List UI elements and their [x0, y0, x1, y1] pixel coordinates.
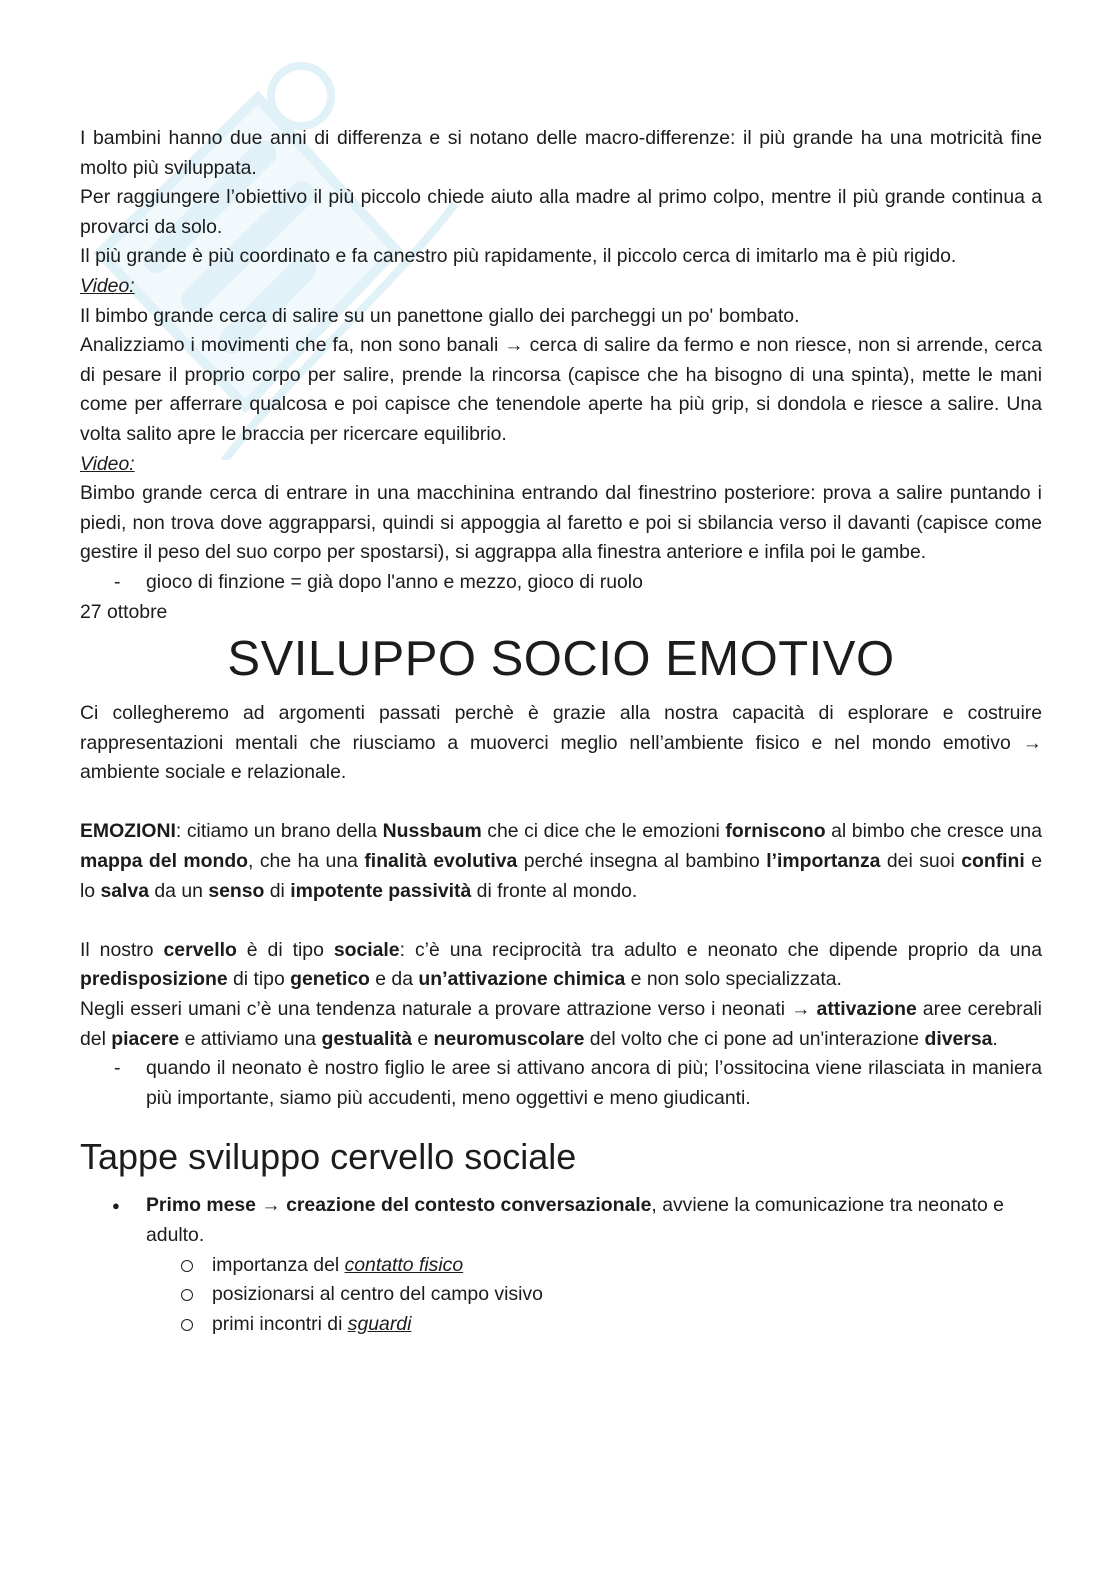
text: Il nostro [80, 938, 164, 961]
bold-term: EMOZIONI [80, 820, 176, 843]
video-label [80, 272, 1042, 302]
text: e da [369, 968, 419, 991]
text: e [411, 1027, 434, 1050]
paragraph: I bambini hanno due anni di differenza e si notano delle macro-differenze: il più grande ha una motricità fine molto più sviluppata. [80, 127, 1042, 179]
emphasis-link: contatto fisico [344, 1253, 464, 1276]
bullet-list [80, 1191, 1042, 1339]
bold-term: Nussbaum [382, 820, 482, 843]
video-label-text: Video: [80, 452, 135, 475]
bold-term: cervello [163, 938, 237, 961]
bold-term: mappa del mondo [80, 850, 249, 873]
list-item: - quando il neonato è nostro figlio le aree si attivano ancora di più; l’ossitocina viene rilasciata in maniera più importante, siamo più accudenti, meno oggettivi e meno giudicanti. [146, 1054, 1042, 1113]
list-item [146, 1191, 1042, 1339]
bold-term: attivazione [816, 998, 917, 1021]
dash-list [80, 568, 1042, 598]
text: , avviene la comunicazione tra neonato e adulto. [146, 1194, 1004, 1246]
sub-list [146, 1251, 1042, 1340]
text: e non solo specializzata. [625, 968, 842, 991]
brain-paragraph [80, 936, 1042, 995]
bold-term: forniscono [725, 820, 826, 843]
text: Negli esseri umani c’è una tendenza naturale a provare attrazione verso i neonati → [80, 998, 817, 1021]
video-label [80, 450, 1042, 480]
text: di fronte al mondo. [471, 879, 638, 902]
bold-term: genetico [290, 968, 370, 991]
bold-term: gestualità [321, 1027, 412, 1050]
video-label-text: Video: [80, 274, 135, 297]
paragraph: Il più grande è più coordinato e fa canestro più rapidamente, il piccolo cerca di imitarlo ma è più rigido. [80, 245, 957, 268]
bold-term: Primo mese → creazione del contesto conversazionale [146, 1194, 652, 1217]
sub-list-item [212, 1251, 1042, 1281]
list-item: - gioco di finzione = già dopo l'anno e mezzo, gioco di ruolo [146, 568, 1042, 598]
subsection-title: Tappe sviluppo cervello sociale [80, 1136, 577, 1178]
text: dei suoi [880, 850, 962, 873]
bold-term: piacere [111, 1027, 180, 1050]
lecture-date: 27 ottobre [80, 600, 168, 623]
humans-paragraph [80, 995, 1042, 1054]
sub-list-item: posizionarsi al centro del campo visivo [212, 1280, 1042, 1310]
bold-term: un’attivazione chimica [418, 968, 626, 991]
text: . [992, 1027, 998, 1050]
document-page [80, 124, 1042, 1339]
text: : c’è una reciprocità tra adulto e neonato che dipende proprio da una [399, 938, 1042, 961]
text: è di tipo [236, 938, 334, 961]
text: di tipo [227, 968, 291, 991]
bold-term: l’importanza [766, 850, 881, 873]
paragraph: Analizziamo i movimenti che fa, non sono banali → cerca di salire da fermo e non riesce, non si arrende, cerca di pesare il proprio corpo per salire, prende la rincorsa (capisce che ha bisogno di una spinta), mette le mani come per afferrare qualcosa e poi capisce che tenendole aperte ha più grip, si dondola e riesce a salire. Una volta salito apre le braccia per ricercare equilibrio. [80, 334, 1042, 445]
text: al bimbo che cresce una [825, 820, 1042, 843]
dash-list [80, 1054, 1042, 1113]
bold-term: sociale [333, 938, 400, 961]
paragraph: Il bimbo grande cerca di salire su un panettone giallo dei parcheggi un po' bombato. [80, 304, 800, 327]
text: e attiviamo una [179, 1027, 322, 1050]
text: primi incontri di [212, 1312, 348, 1335]
text: del volto che ci pone ad un'interazione [584, 1027, 925, 1050]
text: importanza del [212, 1253, 345, 1276]
sub-list-item [212, 1310, 1042, 1340]
paragraph: Ci collegheremo ad argomenti passati perchè è grazie alla nostra capacità di esplorare e costruire rappresentazioni mentali che riusciamo a muoverci meglio nell’ambiente fisico e nel mondo emotivo → ambiente sociale e relazionale. [80, 702, 1042, 784]
bold-term: impotente passività [290, 879, 472, 902]
section-title: SVILUPPO SOCIO EMOTIVO [227, 632, 895, 687]
text: : citiamo un brano della [175, 820, 383, 843]
bold-term: senso [208, 879, 265, 902]
bold-term: diversa [924, 1027, 993, 1050]
text: , che ha una [248, 850, 365, 873]
bold-term: predisposizione [80, 968, 228, 991]
text: aree cerebrali del [80, 998, 1042, 1050]
paragraph: Per raggiungere l’obiettivo il più piccolo chiede aiuto alla madre al primo colpo, mentre il più grande continua a provarci da solo. [80, 186, 1042, 238]
bold-term: confini [961, 850, 1025, 873]
bold-term: neuromuscolare [433, 1027, 585, 1050]
text: perché insegna al bambino [517, 850, 767, 873]
text: di [264, 879, 291, 902]
text: da un [149, 879, 209, 902]
emotions-paragraph [80, 817, 1042, 906]
paragraph: Bimbo grande cerca di entrare in una macchinina entrando dal finestrino posteriore: prova a salire puntando i piedi, non trova dove aggrapparsi, quindi si appoggia al faretto e poi si sbilancia verso il davanti (capisce come gestire il peso del suo corpo per spostarsi), si aggrappa alla finestra anteriore e infila poi le gambe. [80, 482, 1042, 564]
bold-term: finalità evolutiva [364, 850, 518, 873]
emphasis-link: sguardi [347, 1312, 412, 1335]
text: e lo [80, 850, 1043, 902]
text: che ci dice che le emozioni [481, 820, 726, 843]
bold-term: salva [100, 879, 150, 902]
